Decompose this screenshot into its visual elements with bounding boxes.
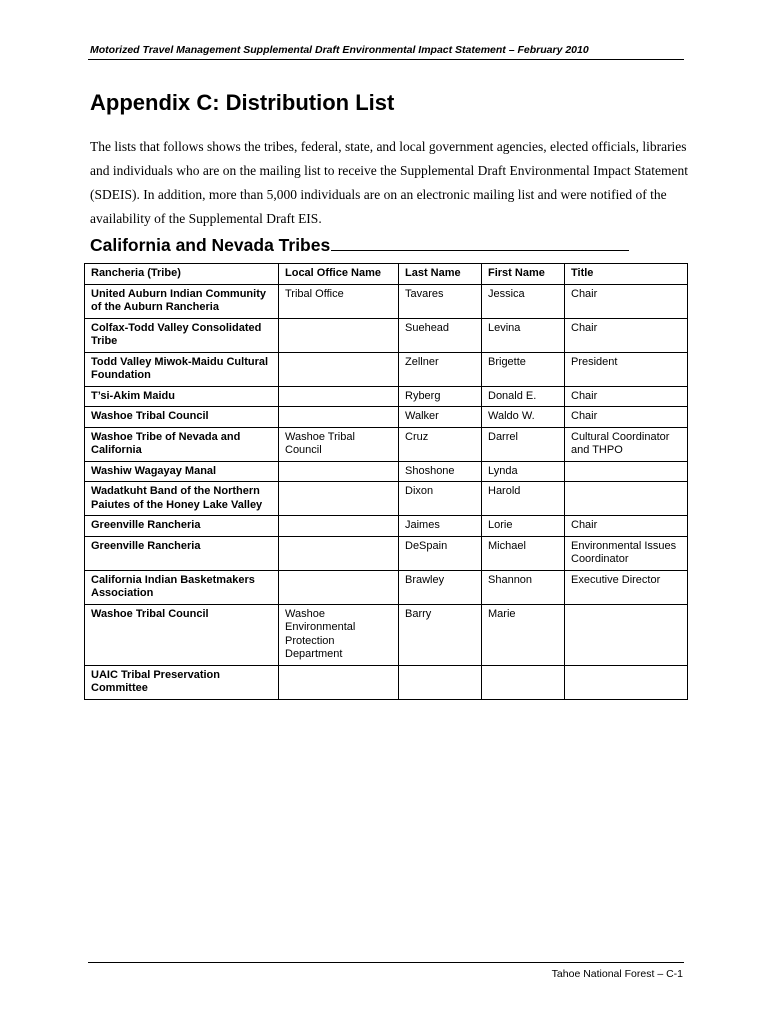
table-body (85, 284, 688, 699)
table-row (85, 604, 688, 665)
office-name-cell (279, 407, 399, 428)
tribe-name-cell: Washoe Tribal Council (85, 407, 279, 428)
office-name-cell: Washoe Environmental Protection Department (279, 604, 399, 665)
title-cell (565, 461, 688, 482)
first-name-cell: Lynda (482, 461, 565, 482)
tribe-name-cell: Colfax-Todd Valley Consolidated Tribe (85, 318, 279, 352)
footer-rule (88, 962, 684, 963)
title-cell: President (565, 352, 688, 386)
title-cell: Chair (565, 284, 688, 318)
table-row (85, 461, 688, 482)
table-row (85, 386, 688, 407)
intro-paragraph: The lists that follows shows the tribes, federal, state, and local government agencies, elected officials, libraries and individuals who are on the mailing list to receive the Supplemental Draft Environmental Impact Statement (SDEIS). In addition, more than 5,000 individuals are on an electronic mailing list and were notified of the availability of the Supplemental Draft EIS. (90, 139, 688, 226)
last-name-cell: Cruz (399, 427, 482, 461)
tribe-name-cell: Greenville Rancheria (85, 516, 279, 537)
title-cell: Chair (565, 386, 688, 407)
first-name-cell: Donald E. (482, 386, 565, 407)
tribe-name-cell: Todd Valley Miwok-Maidu Cultural Foundation (85, 352, 279, 386)
table-row (85, 352, 688, 386)
table-row (85, 407, 688, 428)
office-name-cell (279, 352, 399, 386)
office-name-cell (279, 482, 399, 516)
title-cell: Environmental Issues Coordinator (565, 536, 688, 570)
office-name-cell (279, 570, 399, 604)
first-name-cell: Darrel (482, 427, 565, 461)
tribe-name-cell: Washoe Tribe of Nevada and California (85, 427, 279, 461)
header-rule (88, 59, 684, 60)
last-name-cell: Walker (399, 407, 482, 428)
heading-underline (331, 250, 629, 251)
tribe-name-cell: Wadatkuht Band of the Northern Paiutes of the Honey Lake Valley (85, 482, 279, 516)
title-cell (565, 604, 688, 665)
section-heading (90, 235, 629, 256)
last-name-cell: Shoshone (399, 461, 482, 482)
tribe-name-cell: Washoe Tribal Council (85, 604, 279, 665)
table-header-row (85, 264, 688, 285)
table-row (85, 665, 688, 699)
first-name-cell: Jessica (482, 284, 565, 318)
tribe-name-cell: UAIC Tribal Preservation Committee (85, 665, 279, 699)
office-name-cell (279, 461, 399, 482)
appendix-title: Appendix C: Distribution List (90, 90, 395, 115)
last-name-cell: Suehead (399, 318, 482, 352)
office-name-cell (279, 536, 399, 570)
title-cell: Cultural Coordinator and THPO (565, 427, 688, 461)
last-name-cell: Dixon (399, 482, 482, 516)
office-name-cell (279, 665, 399, 699)
title-cell: Chair (565, 516, 688, 537)
last-name-cell: Jaimes (399, 516, 482, 537)
first-name-cell: Waldo W. (482, 407, 565, 428)
footer-text: Tahoe National Forest – C-1 (551, 968, 683, 980)
distribution-table (84, 263, 688, 700)
section-heading-text: California and Nevada Tribes (90, 235, 331, 255)
last-name-cell: Zellner (399, 352, 482, 386)
office-name-cell (279, 516, 399, 537)
last-name-cell: DeSpain (399, 536, 482, 570)
office-name-cell (279, 386, 399, 407)
table-row (85, 318, 688, 352)
title-cell: Chair (565, 318, 688, 352)
table-row (85, 536, 688, 570)
title-cell (565, 482, 688, 516)
office-name-cell (279, 318, 399, 352)
title-cell (565, 665, 688, 699)
column-header-first-name: First Name (482, 264, 565, 285)
first-name-cell: Harold (482, 482, 565, 516)
last-name-cell: Barry (399, 604, 482, 665)
last-name-cell: Brawley (399, 570, 482, 604)
first-name-cell: Levina (482, 318, 565, 352)
table-row (85, 482, 688, 516)
running-header: Motorized Travel Management Supplemental Draft Environmental Impact Statement – February 2010 (90, 44, 589, 56)
tribe-name-cell: Washiw Wagayay Manal (85, 461, 279, 482)
last-name-cell (399, 665, 482, 699)
column-header-title: Title (565, 264, 688, 285)
first-name-cell: Brigette (482, 352, 565, 386)
table-row (85, 427, 688, 461)
tribe-name-cell: Greenville Rancheria (85, 536, 279, 570)
tribe-name-cell: United Auburn Indian Community of the Auburn Rancheria (85, 284, 279, 318)
column-header-rancheria: Rancheria (Tribe) (85, 264, 279, 285)
first-name-cell: Lorie (482, 516, 565, 537)
office-name-cell: Tribal Office (279, 284, 399, 318)
first-name-cell (482, 665, 565, 699)
last-name-cell: Ryberg (399, 386, 482, 407)
last-name-cell: Tavares (399, 284, 482, 318)
first-name-cell: Marie (482, 604, 565, 665)
first-name-cell: Michael (482, 536, 565, 570)
table-row (85, 284, 688, 318)
office-name-cell: Washoe Tribal Council (279, 427, 399, 461)
tribe-name-cell: T’si-Akim Maidu (85, 386, 279, 407)
table-row (85, 516, 688, 537)
title-cell: Chair (565, 407, 688, 428)
table-row (85, 570, 688, 604)
column-header-last-name: Last Name (399, 264, 482, 285)
title-cell: Executive Director (565, 570, 688, 604)
first-name-cell: Shannon (482, 570, 565, 604)
column-header-office: Local Office Name (279, 264, 399, 285)
tribe-name-cell: California Indian Basketmakers Association (85, 570, 279, 604)
